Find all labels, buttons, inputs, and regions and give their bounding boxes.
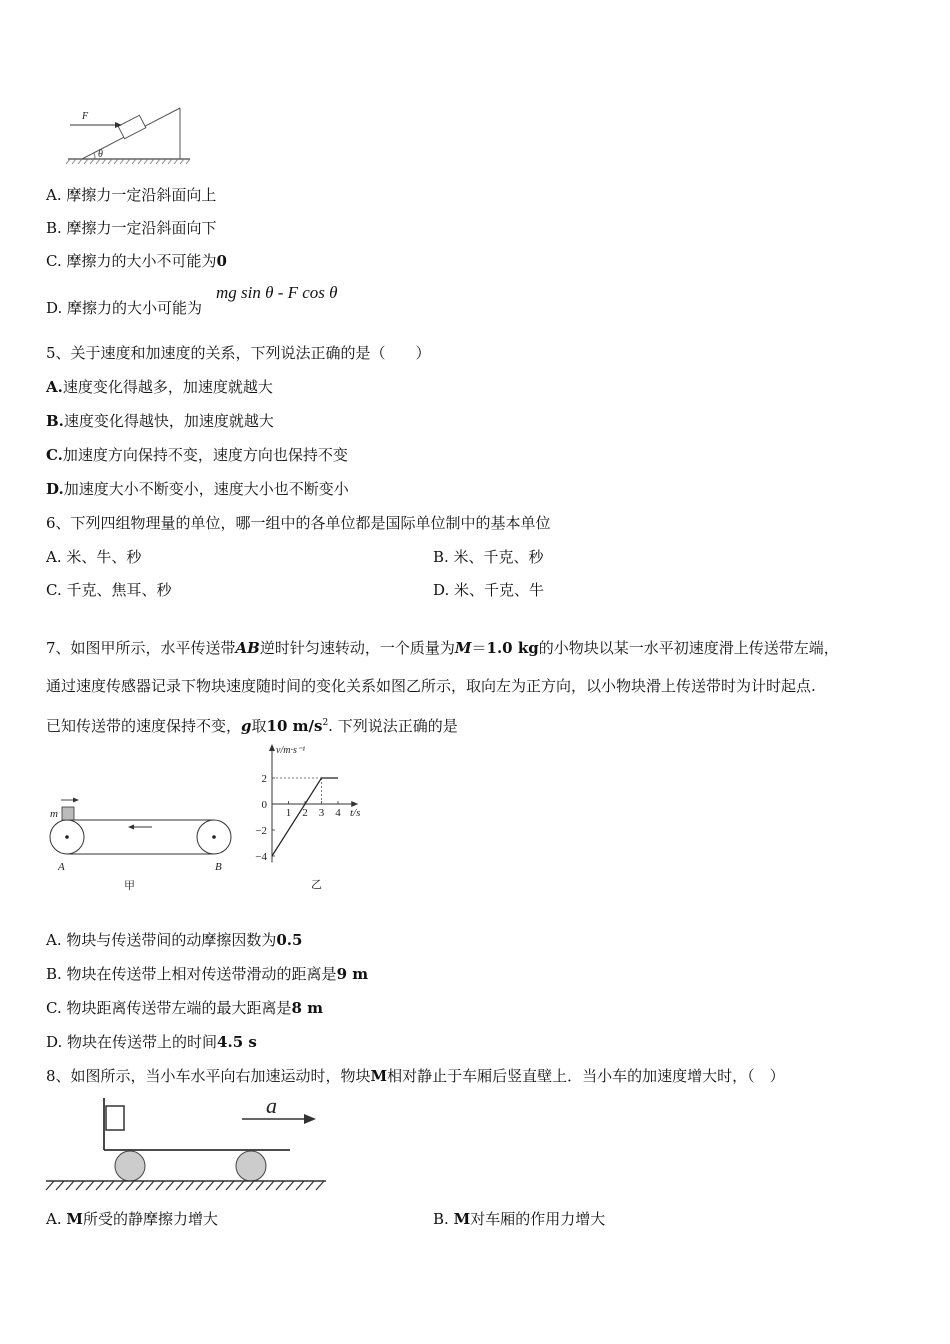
q8-text: 8、如图所示，当小车水平向右加速运动时，物块 bbox=[46, 1067, 371, 1085]
q7-option-d-text: D. 物块在传送带上的时间 bbox=[46, 1033, 218, 1051]
q8-option-b-m: M bbox=[453, 1210, 471, 1228]
q5-option-c-key: C. bbox=[46, 446, 63, 464]
vt-chart bbox=[250, 742, 380, 894]
block-m-label: m bbox=[50, 808, 58, 820]
q7-option-d bbox=[46, 1032, 257, 1052]
q7-option-c bbox=[46, 998, 323, 1018]
pulley-a-label: A bbox=[58, 861, 65, 873]
q7-option-b-value: 9 m bbox=[336, 965, 369, 983]
q5-option-c bbox=[46, 445, 348, 465]
q7-stem-line1 bbox=[46, 638, 839, 658]
q7-equals: ＝ bbox=[471, 639, 487, 657]
q8-stem bbox=[46, 1066, 785, 1086]
q7-mass-symbol: M bbox=[454, 639, 472, 657]
q8-option-b-key: B. bbox=[433, 1210, 449, 1228]
q4-option-c bbox=[46, 251, 227, 271]
q7-text: 7、如图甲所示，水平传送带 bbox=[46, 639, 236, 657]
q7-stem-line2: 通过速度传感器记录下物块速度随时间的变化关系如图乙所示，取向左为正方向，以小物块滑上传送带时为计时起点. bbox=[46, 677, 816, 695]
q5-option-d-key: D. bbox=[46, 480, 64, 498]
q5-option-b-key: B. bbox=[46, 412, 64, 430]
x-tick-label: 2 bbox=[302, 807, 308, 819]
x-axis-label: t/s bbox=[350, 807, 361, 819]
y-tick-label: −2 bbox=[255, 825, 267, 837]
q6-option-b: B. 米、千克、秒 bbox=[433, 548, 544, 566]
y-tick-label: −4 bbox=[255, 851, 267, 863]
q7-text: . 下列说法正确的是 bbox=[328, 717, 458, 735]
q7-stem-line3 bbox=[46, 713, 458, 736]
q8-m-symbol: M bbox=[370, 1067, 388, 1085]
q8-option-b bbox=[433, 1209, 605, 1229]
q4-option-c-value: 0 bbox=[216, 252, 227, 270]
q5-option-d bbox=[46, 479, 349, 499]
q5-option-d-text: 加速度大小不断变小，速度大小也不断变小 bbox=[63, 480, 349, 498]
q7-option-d-value: 4.5 s bbox=[217, 1033, 257, 1051]
q8-text: 相对静止于车厢后竖直壁上．当小车的加速度增大时，（ ） bbox=[387, 1067, 785, 1085]
q4-option-d-text: D. 摩擦力的大小可能为 bbox=[46, 299, 203, 317]
q4-formula: mg sin θ - F cos θ bbox=[216, 283, 338, 302]
q8-option-a-key: A. bbox=[46, 1210, 62, 1228]
q7-g-value: 10 m/s bbox=[266, 717, 323, 735]
incline-figure bbox=[64, 104, 196, 166]
q5-option-a-key: A. bbox=[46, 378, 63, 396]
q7-option-b bbox=[46, 964, 368, 984]
q8-option-a-m: M bbox=[66, 1210, 83, 1228]
q6-option-a: A. 米、牛、秒 bbox=[46, 548, 142, 566]
figure-jia-caption: 甲 bbox=[124, 880, 135, 892]
y-tick-label: 2 bbox=[261, 773, 267, 785]
q7-text: 的小物块以某一水平初速度滑上传送带左端， bbox=[538, 639, 839, 657]
x-tick-label: 4 bbox=[335, 807, 341, 819]
q7-option-a bbox=[46, 930, 302, 950]
conveyor-figure bbox=[44, 790, 244, 895]
q6-option-d: D. 米、千克、牛 bbox=[433, 581, 545, 599]
figure-yi-caption: 乙 bbox=[311, 879, 322, 891]
x-tick-label: 1 bbox=[285, 807, 292, 819]
q5-stem: 5、关于速度和加速度的关系，下列说法正确的是（ ） bbox=[46, 344, 431, 362]
q8-option-a bbox=[46, 1209, 218, 1229]
x-tick-label: 3 bbox=[318, 807, 325, 819]
q7-option-c-text: C. 物块距离传送带左端的最大距离是 bbox=[46, 999, 292, 1017]
force-label: F bbox=[82, 111, 89, 122]
q4-option-b: B. 摩擦力一定沿斜面向下 bbox=[46, 219, 217, 237]
q5-option-a bbox=[46, 377, 273, 397]
q6-option-c: C. 千克、焦耳、秒 bbox=[46, 581, 172, 599]
q7-text: 取 bbox=[251, 717, 267, 735]
q4-option-d bbox=[46, 298, 202, 318]
cart-figure bbox=[44, 1094, 330, 1194]
y-axis-arrow bbox=[269, 744, 275, 751]
q5-option-b bbox=[46, 411, 274, 431]
q6-stem: 6、下列四组物理量的单位，哪一组中的各单位都是国际单位制中的基本单位 bbox=[46, 514, 551, 532]
q7-text: 逆时针匀速转动，一个质量为 bbox=[259, 639, 455, 657]
q8-option-b-text: 对车厢的作用力增大 bbox=[470, 1210, 606, 1228]
q7-option-b-text: B. 物块在传送带上相对传送带滑动的距离是 bbox=[46, 965, 337, 983]
q7-mass-value: 1.0 kg bbox=[486, 639, 539, 657]
q5-option-c-text: 加速度方向保持不变，速度方向也保持不变 bbox=[62, 446, 348, 464]
acceleration-label: a bbox=[266, 1094, 277, 1118]
y-axis-label: v/m·s⁻¹ bbox=[276, 745, 306, 756]
q7-g-symbol: g bbox=[241, 717, 252, 735]
q5-option-b-text: 速度变化得越快，加速度就越大 bbox=[63, 412, 274, 430]
q7-g-exponent: 2 bbox=[322, 718, 329, 728]
q7-option-a-text: A. 物块与传送带间的动摩擦因数为 bbox=[46, 931, 277, 949]
q7-option-a-value: 0.5 bbox=[276, 931, 303, 949]
q4-option-c-text: C. 摩擦力的大小不可能为 bbox=[46, 252, 217, 270]
angle-label: θ bbox=[98, 149, 103, 160]
pulley-b-label: B bbox=[215, 861, 222, 873]
q7-option-c-value: 8 m bbox=[291, 999, 324, 1017]
y-tick-label: 0 bbox=[261, 799, 267, 811]
q7-ab: AB bbox=[235, 639, 260, 657]
q4-option-a: A. 摩擦力一定沿斜面向上 bbox=[46, 186, 217, 204]
q8-option-a-text: 所受的静摩擦力增大 bbox=[83, 1210, 219, 1228]
q7-text: 已知传送带的速度保持不变， bbox=[46, 717, 242, 735]
q5-option-a-text: 速度变化得越多，加速度就越大 bbox=[62, 378, 273, 396]
